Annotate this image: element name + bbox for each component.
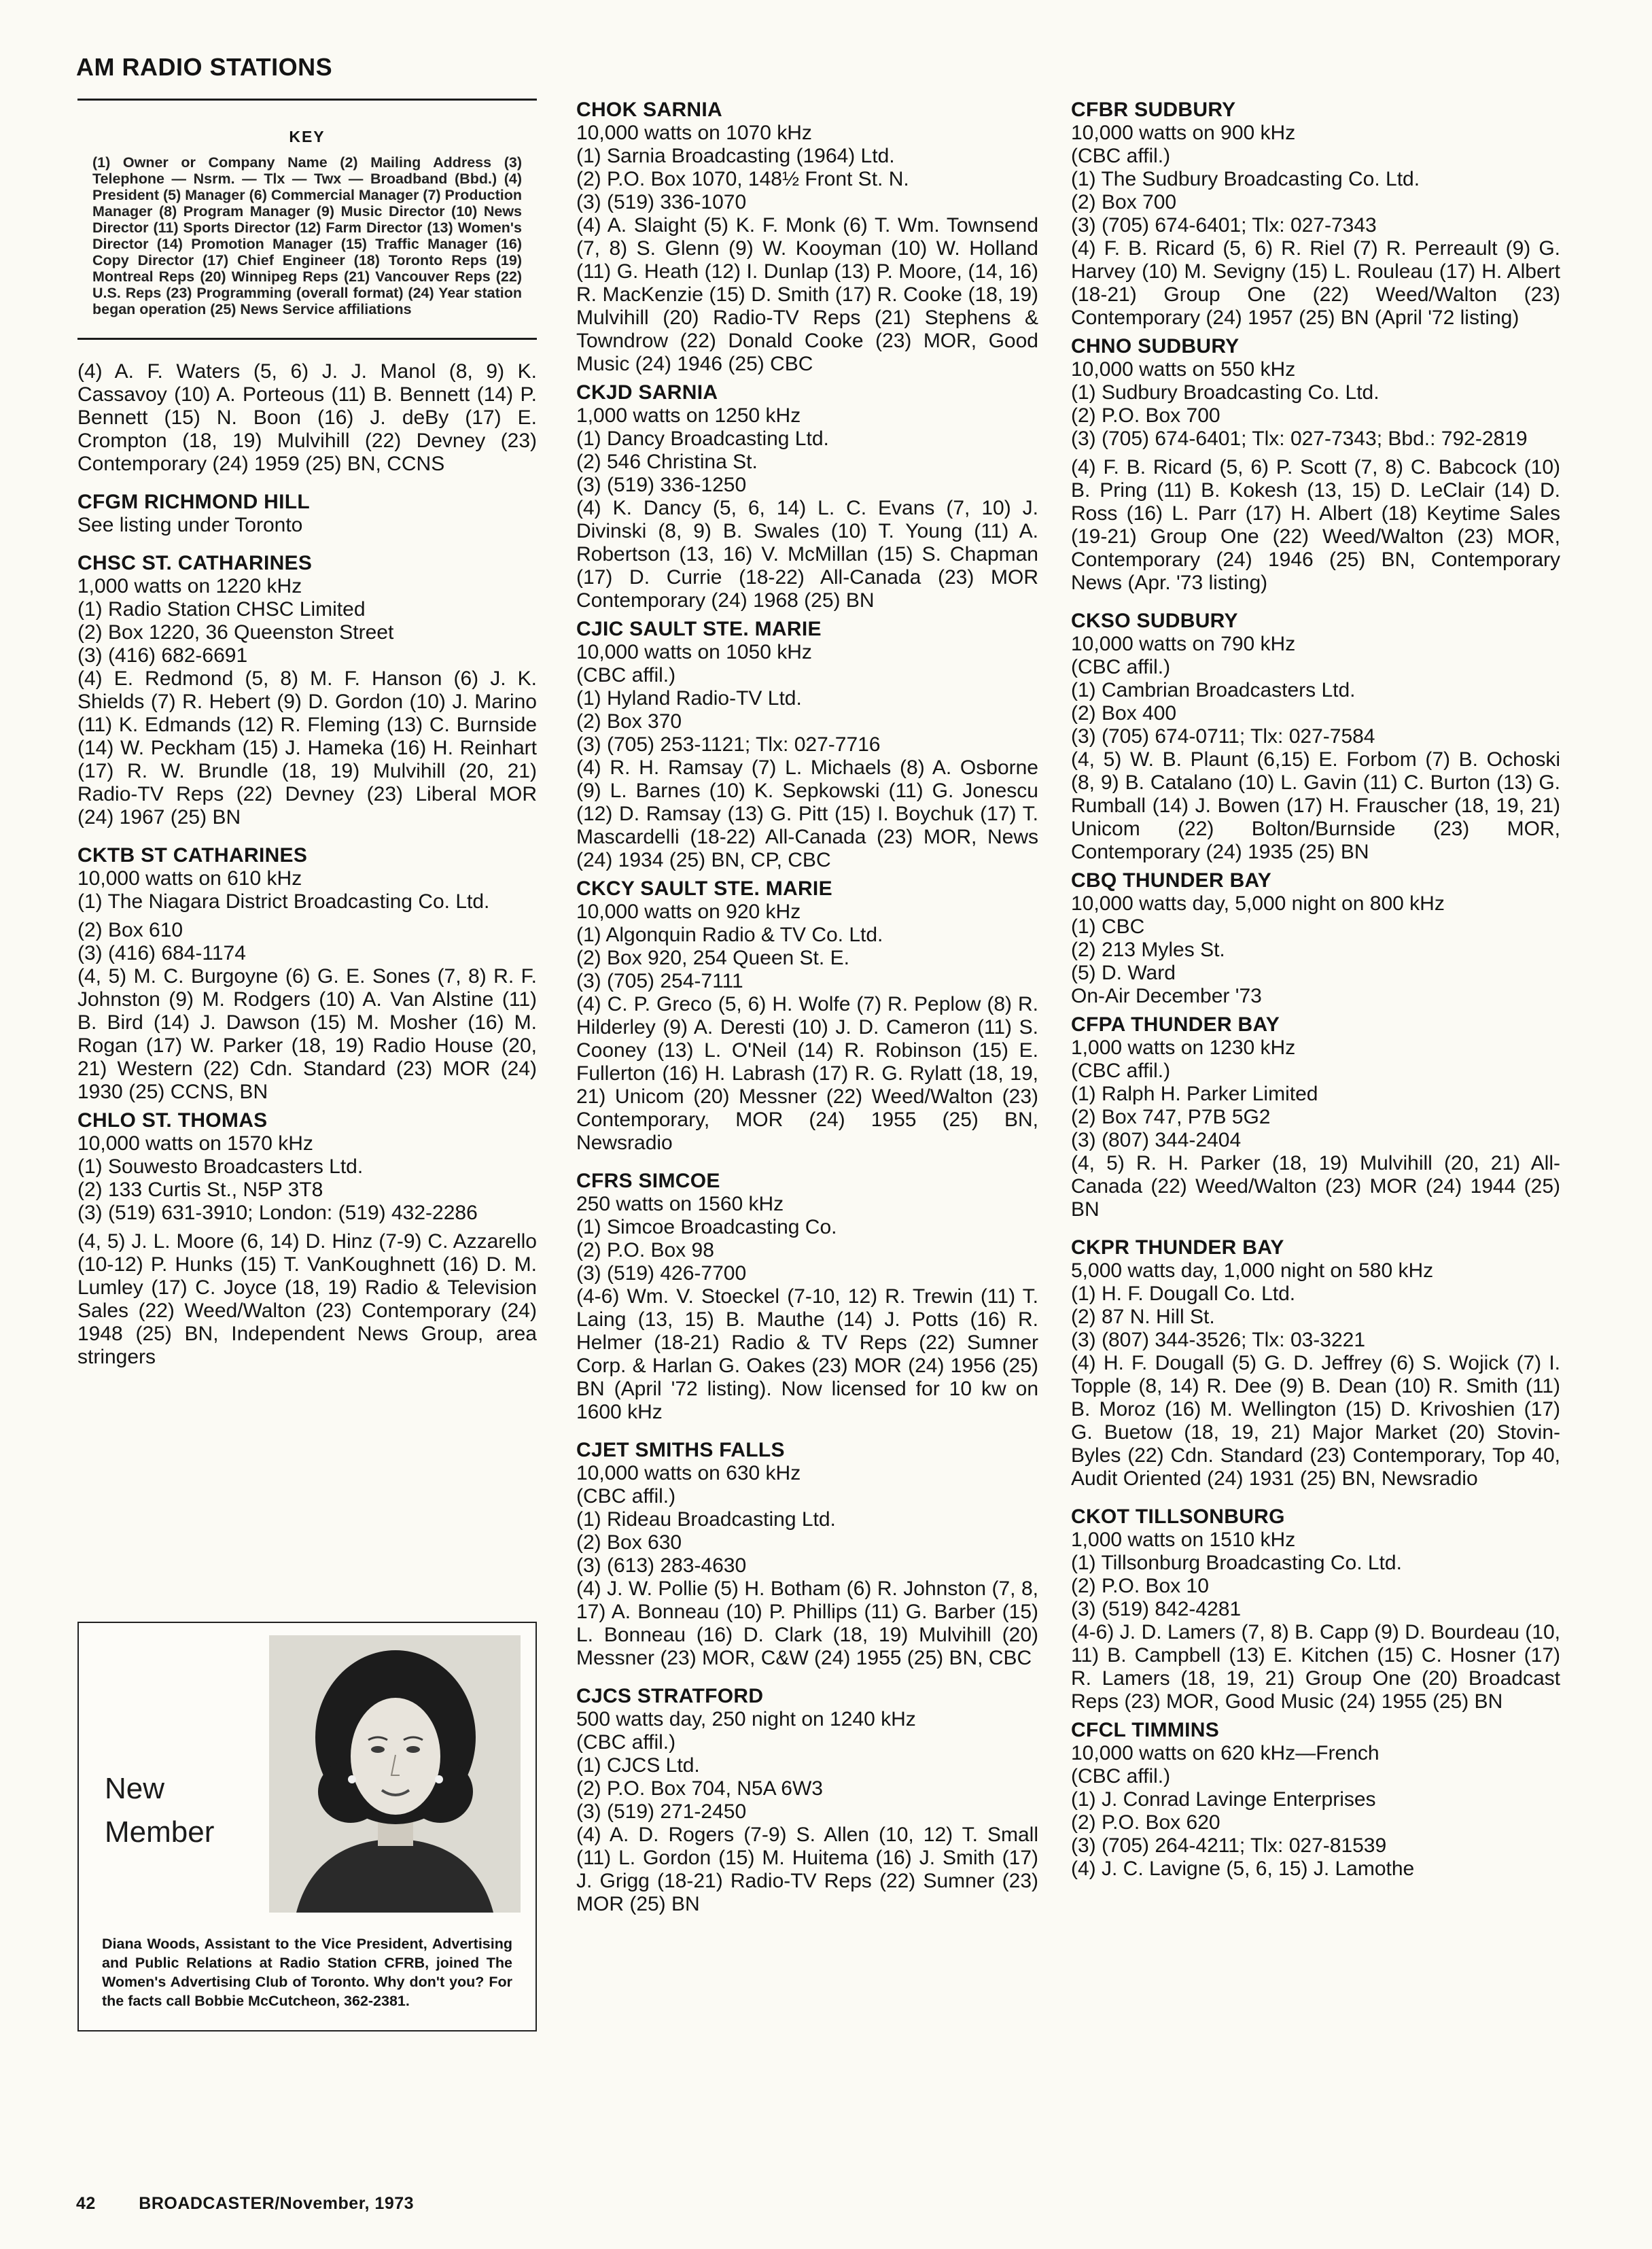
station-staff-list: (4-6) J. D. Lamers (7, 8) B. Capp (9) D. Bourdeau (10, 11) B. Campbell (13) E. Kitchen (15) C. Hosner (17) R. Lamers (18, 19, 21) Group One (20) Broadcast Reps (23) MOR, Good Music (24) 1955 (25) BN bbox=[1071, 1621, 1560, 1713]
station-detail-line: (3) (613) 283-4630 bbox=[576, 1554, 747, 1577]
station-staff-list: (3) (705) 674-6401; Tlx: 027-7343; Bbd.: 792-2819 bbox=[1071, 428, 1528, 450]
station-detail-line: (3) (705) 674-6401; Tlx: 027-7343 bbox=[1071, 214, 1377, 237]
station-entry bbox=[1071, 1505, 1560, 1713]
station-staff-list: (4-6) Wm. V. Stoeckel (7-10, 12) R. Trewin (11) T. Laing (13, 15) B. Mauthe (14) J. Potts (16) R. Helmer (18-21) Radio & TV Reps (22) Sumner Corp. & Harlan G. Oakes (23) MOR (24) 1956 (25) BN (April '72 listing). Now licensed for 10 kw on 1600 kHz bbox=[576, 1285, 1038, 1423]
page-number: 42 bbox=[76, 2194, 96, 2213]
station-detail-line: (1) Hyland Radio-TV Ltd. bbox=[576, 687, 802, 710]
station-call-sign: CJET SMITHS FALLS bbox=[576, 1439, 785, 1461]
station-detail-line: (2) 546 Christina St. bbox=[576, 451, 758, 473]
station-entry bbox=[1071, 1236, 1560, 1490]
station-detail-line: 1,000 watts on 1220 kHz bbox=[77, 575, 302, 597]
publication-line: BROADCASTER/November, 1973 bbox=[139, 2194, 415, 2213]
station-detail-line: (1) Sudbury Broadcasting Co. Ltd. bbox=[1071, 381, 1379, 404]
key-bottom-rule bbox=[77, 338, 537, 340]
station-detail-line: (1) Rideau Broadcasting Ltd. bbox=[576, 1508, 836, 1531]
promo-caption: Diana Woods, Assistant to the Vice President, Advertising and Public Relations at Radio Station CFRB, joined The Women's Advertising Club of Toronto. Why don't you? For the facts call Bobbie McCutcheon, 362-2381. bbox=[102, 1936, 512, 2009]
station-entry bbox=[576, 381, 1038, 612]
promo-label-member: Member bbox=[105, 1815, 215, 1849]
station-detail-line: (4) J. C. Lavigne (5, 6, 15) J. Lamothe bbox=[1071, 1858, 1415, 1880]
station-detail-line: (2) Box 747, P7B 5G2 bbox=[1071, 1106, 1271, 1128]
station-staff-list: (4) K. Dancy (5, 6, 14) L. C. Evans (7, 10) J. Divinski (8, 9) B. Swales (10) T. Young (11) A. Robertson (13, 16) V. McMillan (15) S. Chapman (17) D. Currie (18-22) All-Canada (23) MOR Contemporary (24) 1968 (25) BN bbox=[576, 497, 1038, 612]
station-detail-line: (2) Box 370 bbox=[576, 710, 682, 733]
station-detail-line: 10,000 watts on 920 kHz bbox=[576, 901, 801, 923]
station-detail-line: (3) (705) 254-7111 bbox=[576, 970, 743, 992]
station-detail-line: (CBC affil.) bbox=[1071, 1765, 1171, 1788]
station-entry bbox=[1071, 99, 1560, 330]
station-staff-list: (4) A. D. Rogers (7-9) S. Allen (10, 12) T. Small (11) L. Gordon (15) M. Huitema (16) J. Smith (17) J. Grigg (18-21) Radio-TV Reps (22) Sumner (23) MOR (25) BN bbox=[576, 1824, 1038, 1915]
station-detail-line: (CBC affil.) bbox=[1071, 145, 1171, 167]
station-staff-list: (4) F. B. Ricard (5, 6) P. Scott (7, 8) C. Babcock (10) B. Pring (11) B. Kokesh (13, 15) D. LeClair (14) D. Ross (16) L. Parr (17) H. Albert (18) Keytime Sales (19-21) Group One (22) Weed/Walton (23) MOR, Contemporary (24) 1946 (25) BN, Contemporary News (Apr. '73 listing) bbox=[1071, 456, 1560, 594]
station-entry bbox=[77, 1109, 537, 1225]
station-call-sign: CKSO SUDBURY bbox=[1071, 610, 1238, 632]
station-detail-line: (1) Sarnia Broadcasting (1964) Ltd. bbox=[576, 145, 895, 167]
station-detail-line: (1) Souwesto Broadcasters Ltd. bbox=[77, 1155, 364, 1178]
station-entry bbox=[1071, 869, 1560, 1008]
station-entry bbox=[1071, 610, 1560, 864]
station-call-sign: CKOT TILLSONBURG bbox=[1071, 1505, 1285, 1528]
station-staff-list: (4, 5) R. H. Parker (18, 19) Mulvihill (20, 21) All-Canada (22) Weed/Walton (23) MOR (24) 1944 (25) BN bbox=[1071, 1152, 1560, 1221]
station-detail-line: (1) CBC bbox=[1071, 916, 1145, 938]
station-detail-line: (1) Tillsonburg Broadcasting Co. Ltd. bbox=[1071, 1552, 1402, 1574]
station-call-sign: CFRS SIMCOE bbox=[576, 1170, 720, 1192]
station-call-sign: CFBR SUDBURY bbox=[1071, 99, 1236, 121]
station-detail-line: (1) Radio Station CHSC Limited bbox=[77, 598, 366, 621]
station-call-sign: CHOK SARNIA bbox=[576, 99, 722, 121]
station-call-sign: CFPA THUNDER BAY bbox=[1071, 1013, 1280, 1036]
station-detail-line: 10,000 watts on 630 kHz bbox=[576, 1462, 801, 1484]
page-footer bbox=[76, 2194, 452, 2214]
station-detail-line: 10,000 watts on 790 kHz bbox=[1071, 633, 1296, 655]
station-entry bbox=[77, 919, 537, 1104]
station-detail-line: 10,000 watts on 1050 kHz bbox=[576, 641, 812, 663]
station-staff-list: (4, 5) M. C. Burgoyne (6) G. E. Sones (7, 8) R. F. Johnston (9) M. Rodgers (10) A. Van Alstine (11) B. Bird (14) J. Dawson (15) M. Mosher (16) M. Rogan (17) W. Parker (18, 19) Radio House (20, 21) Western (22) Cdn. Standard (23) MOR (24) 1930 (25) CCNS, BN bbox=[77, 965, 537, 1103]
station-detail-line: (2) 213 Myles St. bbox=[1071, 939, 1225, 961]
column-3 bbox=[1071, 99, 1560, 1896]
station-call-sign: CFGM RICHMOND HILL bbox=[77, 491, 311, 513]
station-staff-list: (4) E. Redmond (5, 8) M. F. Hanson (6) J. K. Shields (7) R. Hebert (9) D. Gordon (10) J. Marino (11) K. Edmands (12) R. Fleming (13) C. Burnside (14) W. Peckham (15) J. Hameka (16) H. Reinhart (17) R. W. Brundle (18, 19) Mulvihill (20, 21) Radio-TV Reps (22) Devney (23) Liberal MOR (24) 1967 (25) BN bbox=[77, 667, 537, 829]
station-detail-line: 1,000 watts on 1510 kHz bbox=[1071, 1529, 1296, 1551]
portrait-illustration bbox=[269, 1635, 521, 1913]
station-detail-line: (3) (705) 264-4211; Tlx: 027-81539 bbox=[1071, 1834, 1387, 1857]
station-detail-line: (1) Dancy Broadcasting Ltd. bbox=[576, 428, 829, 450]
station-entry bbox=[1071, 1013, 1560, 1221]
station-detail-line: (CBC affil.) bbox=[1071, 656, 1171, 678]
station-detail-line: (1) H. F. Dougall Co. Ltd. bbox=[1071, 1283, 1296, 1305]
station-detail-line: (1) The Sudbury Broadcasting Co. Ltd. bbox=[1071, 168, 1420, 190]
column-1-entries bbox=[77, 360, 537, 1369]
station-detail-line: (3) (519) 842-4281 bbox=[1071, 1598, 1242, 1620]
station-detail-line: (CBC affil.) bbox=[576, 1485, 676, 1507]
station-detail-line: 10,000 watts on 620 kHz—French bbox=[1071, 1742, 1379, 1764]
station-entry bbox=[576, 618, 1038, 872]
station-detail-line: 1,000 watts on 1230 kHz bbox=[1071, 1036, 1296, 1059]
promo-label bbox=[105, 1767, 214, 1854]
column-1 bbox=[77, 99, 537, 1384]
station-detail-line: (3) (705) 253-1121; Tlx: 027-7716 bbox=[576, 733, 881, 756]
station-call-sign: CFCL TIMMINS bbox=[1071, 1719, 1220, 1741]
station-staff-list: (4) A. Slaight (5) K. F. Monk (6) T. Wm. Townsend (7, 8) S. Glenn (9) W. Kooyman (10) W. Holland (11) G. Heath (12) I. Dunlap (13) P. Moore, (14, 16) R. MacKenzie (15) D. Smith (17) R. Cooke (18, 19) Mulvihill (20) Radio-TV Reps (21) Stephens & Towndrow (22) Donald Cooke (23) MOR, Good Music (24) 1946 (25) CBC bbox=[576, 214, 1038, 375]
station-call-sign: CJIC SAULT STE. MARIE bbox=[576, 618, 822, 640]
station-detail-line: (2) P.O. Box 620 bbox=[1071, 1811, 1220, 1834]
station-detail-line: (1) Simcoe Broadcasting Co. bbox=[576, 1216, 837, 1238]
station-detail-line: (1) J. Conrad Lavinge Enterprises bbox=[1071, 1788, 1376, 1811]
station-detail-line: 10,000 watts on 1570 kHz bbox=[77, 1132, 313, 1155]
station-detail-line: (3) (519) 336-1070 bbox=[576, 191, 747, 213]
station-detail-line: (3) (519) 336-1250 bbox=[576, 474, 747, 496]
station-staff-list: (4) R. H. Ramsay (7) L. Michaels (8) A. Osborne (9) L. Barnes (10) K. Sepkowski (11) G. Jonescu (12) D. Ramsay (13) G. Pitt (15) I. Boychuk (17) T. Mascardelli (18-22) All-Canada (23) MOR, News (24) 1934 (25) BN, CP, CBC bbox=[576, 756, 1038, 871]
station-detail-line: (2) Box 920, 254 Queen St. E. bbox=[576, 947, 849, 969]
station-entry bbox=[77, 1230, 537, 1369]
station-entry bbox=[77, 491, 537, 537]
station-detail-line: 500 watts day, 250 night on 1240 kHz bbox=[576, 1708, 916, 1730]
station-detail-line: (3) (416) 684-1174 bbox=[77, 942, 246, 964]
station-detail-line: 10,000 watts on 1070 kHz bbox=[576, 122, 812, 144]
column-2-entries bbox=[576, 99, 1038, 1916]
station-entry bbox=[576, 877, 1038, 1155]
station-detail-line: On-Air December '73 bbox=[1071, 985, 1262, 1007]
station-detail-line: (2) P.O. Box 1070, 148½ Front St. N. bbox=[576, 168, 909, 190]
station-detail-line: (2) Box 610 bbox=[77, 919, 183, 941]
station-detail-line: 10,000 watts day, 5,000 night on 800 kHz bbox=[1071, 892, 1445, 915]
station-detail-line: (5) D. Ward bbox=[1071, 962, 1176, 984]
station-entry bbox=[77, 360, 537, 476]
station-entry bbox=[1071, 1719, 1560, 1881]
station-detail-line: (2) P.O. Box 704, N5A 6W3 bbox=[576, 1777, 823, 1800]
key-heading: KEY bbox=[289, 128, 326, 145]
station-detail-line: 1,000 watts on 1250 kHz bbox=[576, 404, 801, 427]
station-detail-line: (2) Box 630 bbox=[576, 1531, 682, 1554]
station-detail-line: (3) (416) 682-6691 bbox=[77, 644, 248, 667]
station-staff-list: (4, 5) W. B. Plaunt (6,15) E. Forbom (7) B. Ochoski (8, 9) B. Catalano (10) L. Gavin (11) C. Burton (13) G. Rumball (14) J. Bowen (17) H. Frauscher (18, 19, 21) Unicom (22) Bolton/Burnside (23) MOR, Contemporary (24) 1935 (25) BN bbox=[1071, 748, 1560, 863]
station-detail-line: 10,000 watts on 610 kHz bbox=[77, 867, 302, 890]
station-detail-line: (3) (807) 344-3526; Tlx: 03-3221 bbox=[1071, 1329, 1366, 1351]
station-staff-list: (3) (519) 631-3910; London: (519) 432-2286 bbox=[77, 1202, 478, 1224]
new-member-promo bbox=[77, 1622, 537, 2032]
station-detail-line: (1) Cambrian Broadcasters Ltd. bbox=[1071, 679, 1356, 701]
station-entry bbox=[576, 1170, 1038, 1424]
promo-label-new: New bbox=[105, 1772, 165, 1805]
station-call-sign: CHLO ST. THOMAS bbox=[77, 1109, 268, 1132]
station-staff-list: (1) The Niagara District Broadcasting Co. Ltd. bbox=[77, 890, 490, 913]
column-3-entries bbox=[1071, 99, 1560, 1881]
station-call-sign: CKCY SAULT STE. MARIE bbox=[576, 877, 832, 900]
member-portrait-photo bbox=[269, 1635, 521, 1913]
station-staff-list: (4, 5) J. L. Moore (6, 14) D. Hinz (7-9) C. Azzarello (10-12) P. Hunks (15) T. VanKoughnett (16) D. M. Lumley (17) C. Joyce (18, 19) Radio & Television Sales (22) Weed/Walton (23) Contemporary (24) 1948 (25) BN, Independent News Group, area stringers bbox=[77, 1230, 537, 1368]
station-detail-line: (CBC affil.) bbox=[1071, 1060, 1171, 1082]
station-entry bbox=[576, 99, 1038, 376]
station-detail-line: (CBC affil.) bbox=[576, 664, 676, 686]
station-call-sign: CHNO SUDBURY bbox=[1071, 335, 1240, 358]
station-detail-line: 5,000 watts day, 1,000 night on 580 kHz bbox=[1071, 1259, 1434, 1282]
station-entry bbox=[77, 844, 537, 913]
station-call-sign: CKJD SARNIA bbox=[576, 381, 718, 404]
station-entry bbox=[77, 552, 537, 829]
station-detail-line: See listing under Toronto bbox=[77, 514, 303, 536]
page-title: AM RADIO STATIONS bbox=[76, 53, 333, 81]
station-staff-list: (4) A. F. Waters (5, 6) J. J. Manol (8, 9) K. Cassavoy (10) A. Porteous (11) B. Bennett (14) P. Bennett (15) N. Boon (16) J. deBy (17) E. Crompton (18, 19) Mulvihill (22) Devney (23) Contemporary (24) 1959 (25) BN, CCNS bbox=[77, 360, 537, 475]
station-detail-line: (2) 87 N. Hill St. bbox=[1071, 1306, 1215, 1328]
station-detail-line: (3) (807) 344-2404 bbox=[1071, 1129, 1242, 1151]
station-detail-line: (2) Box 400 bbox=[1071, 702, 1177, 725]
station-detail-line: (3) (705) 674-0711; Tlx: 027-7584 bbox=[1071, 725, 1375, 748]
station-staff-list: (4) C. P. Greco (5, 6) H. Wolfe (7) R. Peplow (8) R. Hilderley (9) A. Deresti (10) J. D. Cameron (11) S. Cooney (13) L. O'Neil (14) R. Robinson (15) E. Fullerton (16) H. Labrash (17) R. G. Rylatt (18, 19, 21) Unicom (20) Messner (22) Weed/Walton (23) Contemporary, MOR (24) 1955 (25) BN, Newsradio bbox=[576, 993, 1038, 1154]
column-2 bbox=[576, 99, 1038, 1931]
station-detail-line: (CBC affil.) bbox=[576, 1731, 676, 1754]
station-detail-line: (2) P.O. Box 700 bbox=[1071, 404, 1220, 427]
station-call-sign: CBQ THUNDER BAY bbox=[1071, 869, 1272, 892]
station-call-sign: CJCS STRATFORD bbox=[576, 1685, 764, 1707]
station-detail-line: (3) (519) 271-2450 bbox=[576, 1800, 747, 1823]
station-detail-line: (2) 133 Curtis St., N5P 3T8 bbox=[77, 1179, 323, 1201]
station-detail-line: 10,000 watts on 900 kHz bbox=[1071, 122, 1296, 144]
station-entry bbox=[576, 1439, 1038, 1670]
key-text: (1) Owner or Company Name (2) Mailing Address (3) Telephone — Nsrm. — Tlx — Twx — Broadband (Bbd.) (4) President (5) Manager (6) Commercial Manager (7) Production Manager (8) Program Manager (9) Music Director (10) News Director (11) Sports Director (12) Farm Director (13) Women's Director (14) Promotion Manager (15) Traffic Manager (16) Copy Director (17) Chief Engineer (18) Toronto Reps (19) Montreal Reps (20) Winnipeg Reps (21) Vancouver Reps (22) U.S. Reps (23) Programming (overall format) (24) Year station began operation (25) News Service affiliations bbox=[92, 154, 522, 317]
station-detail-line: (1) Algonquin Radio & TV Co. Ltd. bbox=[576, 924, 883, 946]
station-entry bbox=[1071, 456, 1560, 595]
station-staff-list: (4) F. B. Ricard (5, 6) R. Riel (7) R. Perreault (9) G. Harvey (10) M. Sevigny (15) L. Rouleau (17) H. Albert (18-21) Group One (22) Weed/Walton (23) Contemporary (24) 1957 (25) BN (April '72 listing) bbox=[1071, 237, 1560, 329]
station-entry bbox=[576, 1685, 1038, 1916]
station-call-sign: CHSC ST. CATHARINES bbox=[77, 552, 313, 574]
key-box bbox=[77, 101, 537, 338]
station-detail-line: (1) CJCS Ltd. bbox=[576, 1754, 700, 1777]
station-detail-line: (2) P.O. Box 10 bbox=[1071, 1575, 1209, 1597]
station-detail-line: (2) Box 700 bbox=[1071, 191, 1177, 213]
station-call-sign: CKTB ST CATHARINES bbox=[77, 844, 308, 867]
station-entry bbox=[1071, 335, 1560, 451]
station-staff-list: (4) H. F. Dougall (5) G. D. Jeffrey (6) S. Wojick (7) I. Topple (8, 14) R. Dee (9) B. Dean (10) R. Smith (11) B. Moroz (16) M. Wellington (15) D. Krivoshien (17) G. Buetow (18, 19, 21) Major Market (20) Stovin-Byles (22) Cdn. Standard (23) Contemporary, Top 40, Audit Oriented (24) 1931 (25) BN, Newsradio bbox=[1071, 1352, 1560, 1490]
station-detail-line: (3) (519) 426-7700 bbox=[576, 1262, 747, 1285]
station-detail-line: 250 watts on 1560 kHz bbox=[576, 1193, 784, 1215]
station-call-sign: CKPR THUNDER BAY bbox=[1071, 1236, 1284, 1259]
station-detail-line: (2) P.O. Box 98 bbox=[576, 1239, 714, 1261]
station-staff-list: (4) J. W. Pollie (5) H. Botham (6) R. Johnston (7, 8, 17) A. Bonneau (10) P. Phillips (11) G. Barber (15) L. Bonneau (16) D. Clark (18, 19) Mulvihill (20) Messner (23) MOR, C&W (24) 1955 (25) BN, CBC bbox=[576, 1577, 1038, 1669]
station-detail-line: (2) Box 1220, 36 Queenston Street bbox=[77, 621, 394, 644]
station-detail-line: (1) Ralph H. Parker Limited bbox=[1071, 1083, 1318, 1105]
station-detail-line: 10,000 watts on 550 kHz bbox=[1071, 358, 1296, 381]
